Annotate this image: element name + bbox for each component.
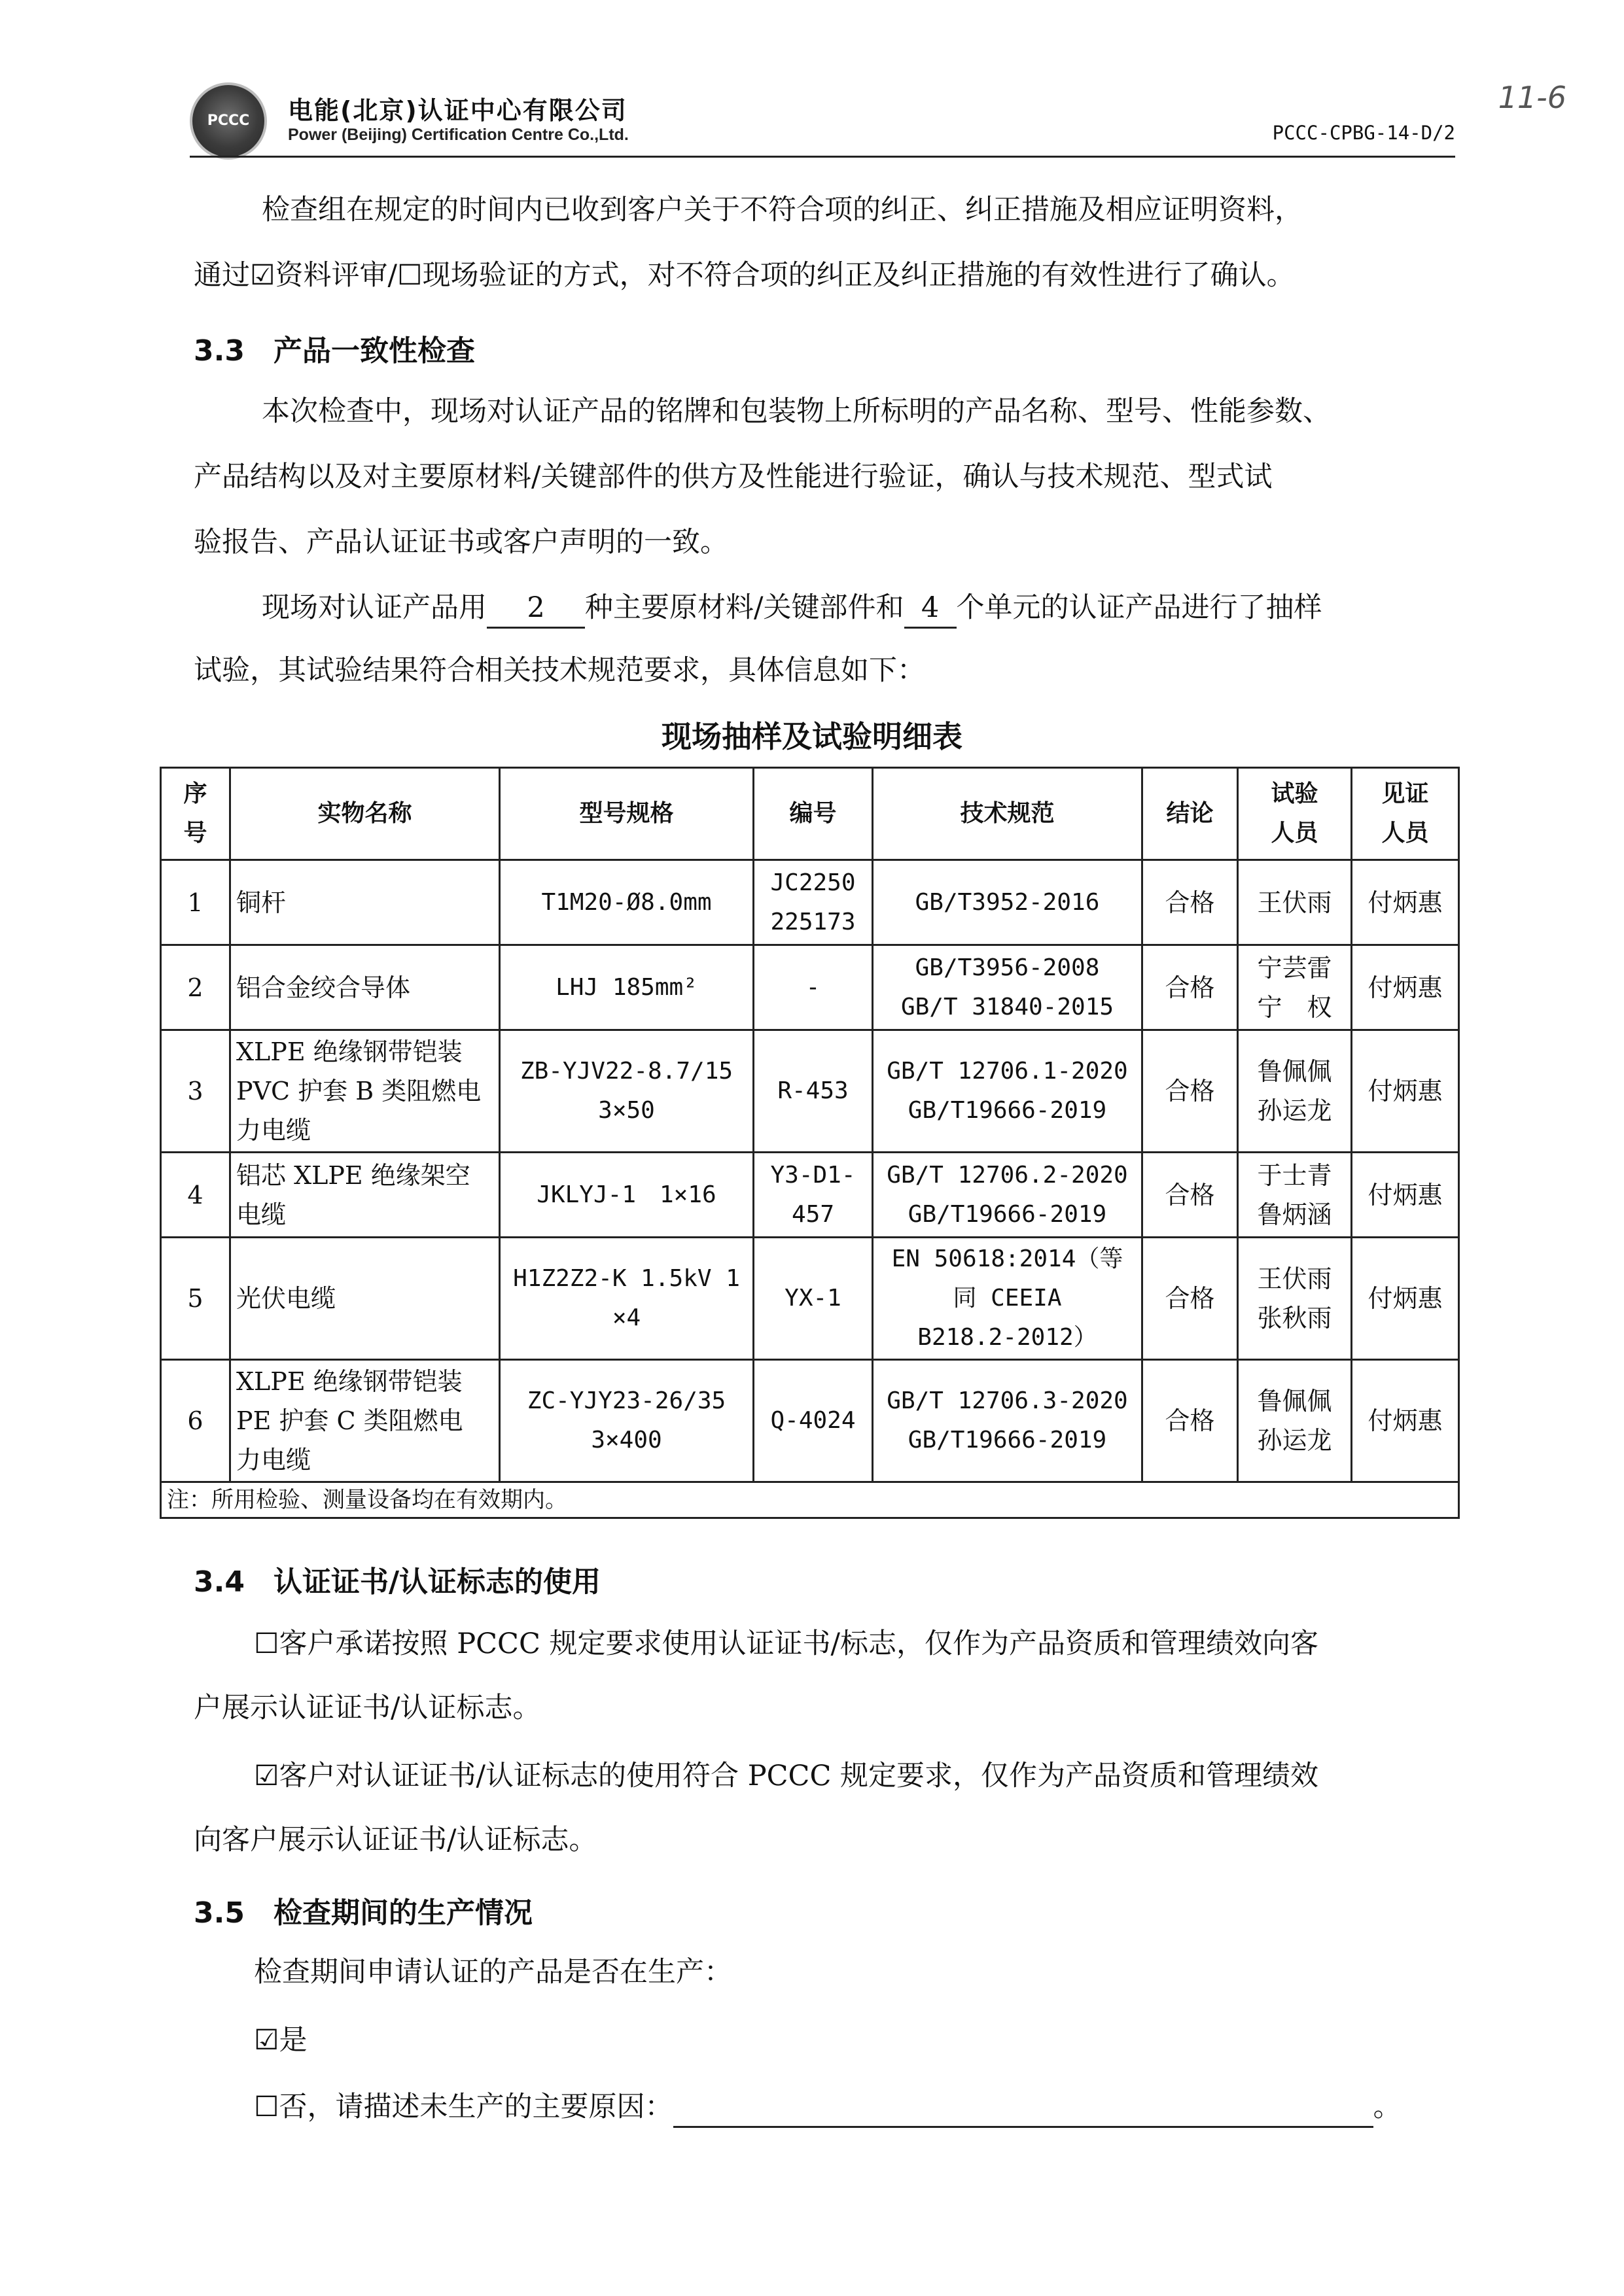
- company-name-en: Power (Beijing) Certification Centre Co.,Ltd.: [288, 126, 629, 144]
- cell-text: 457: [791, 1200, 835, 1228]
- company-name-cn: 电能(北京)认证中心有限公司: [288, 96, 627, 125]
- cell-code: [754, 1153, 873, 1238]
- cell-text: 铝合金绞合导体: [236, 973, 411, 1002]
- s33-paragraph-line-1: 本次检查中，现场对认证产品的铭牌和包装物上所标明的产品名称、型号、性能参数、: [262, 395, 1331, 428]
- cell-text: 铝芯 XLPE 绝缘架空: [236, 1160, 470, 1190]
- cell-text: 鲁佩佩: [1257, 1057, 1332, 1086]
- cell-witness: 付炳惠: [1352, 1360, 1459, 1482]
- cell-spec: [873, 945, 1142, 1030]
- reason-blank-line: [673, 2088, 1373, 2128]
- header-text: 结论: [1166, 800, 1214, 827]
- s35-option-yes: ☑是: [254, 2024, 308, 2057]
- s35-option-no: [254, 2088, 1402, 2128]
- header-divider: [190, 156, 1455, 158]
- cell-name: [230, 945, 500, 1030]
- s34-option-2-line-1: ☑客户对认证证书/认证标志的使用符合 PCCC 规定要求，仅作为产品资质和管理绩效: [254, 1760, 1319, 1792]
- table-title: 现场抽样及试验明细表: [662, 719, 962, 754]
- cell-text: 孙运龙: [1257, 1426, 1332, 1455]
- cell-result: 合格: [1142, 1238, 1238, 1360]
- cell-no: 2: [161, 945, 230, 1030]
- units-count: 4: [904, 589, 957, 629]
- cell-result: 合格: [1142, 860, 1238, 945]
- cell-text: GB/T3956-2008: [915, 954, 1100, 981]
- cell-text: 王伏雨: [1257, 1264, 1332, 1293]
- cell-text: GB/T19666-2019: [908, 1427, 1107, 1453]
- sampling-text-a: 现场对认证产品用: [262, 591, 487, 624]
- table-row: [161, 1238, 1459, 1360]
- document-code: PCCC-CPBG-14-D/2: [1272, 122, 1455, 144]
- header-text: 序: [183, 780, 207, 807]
- cell-text: B218.2-2012）: [917, 1324, 1097, 1351]
- header-text: 技术规范: [960, 800, 1055, 827]
- cell-text: GB/T 12706.1-2020: [887, 1058, 1128, 1085]
- table-header-cell: [161, 768, 230, 860]
- cell-witness: 付炳惠: [1352, 1153, 1459, 1238]
- cell-code: [754, 1238, 873, 1360]
- cell-text: 电缆: [236, 1200, 287, 1229]
- cell-spec: [873, 860, 1142, 945]
- header-text: 人员: [1381, 820, 1429, 846]
- cell-text: PE 护套 C 类阻燃电: [236, 1406, 463, 1435]
- s34-option-1-line-1: ☐客户承诺按照 PCCC 规定要求使用认证证书/标志，仅作为产品资质和管理绩效向客: [254, 1627, 1319, 1660]
- cell-witness: 付炳惠: [1352, 945, 1459, 1030]
- company-logo: [190, 82, 267, 160]
- cell-text: XLPE 绝缘钢带铠装: [236, 1037, 463, 1066]
- cell-text: EN 50618:2014（等: [891, 1245, 1123, 1272]
- cell-no: 6: [161, 1360, 230, 1482]
- cell-spec: [873, 1153, 1142, 1238]
- s35-question: 检查期间申请认证的产品是否在生产：: [254, 1956, 732, 1989]
- cell-text: JKLYJ-1 1×16: [537, 1181, 716, 1208]
- s33-paragraph-line-2: 产品结构以及对主要原材料/关键部件的供方及性能进行验证，确认与技术规范、型式试: [194, 461, 1273, 493]
- sampling-test-table: [160, 767, 1460, 1519]
- cell-result: 合格: [1142, 1030, 1238, 1153]
- cell-witness: 付炳惠: [1352, 860, 1459, 945]
- cell-tester: [1238, 945, 1352, 1030]
- cell-text: GB/T3952-2016: [915, 888, 1100, 916]
- cell-text: 225173: [770, 908, 856, 935]
- header-text: 试验: [1271, 780, 1318, 807]
- table-header-cell: [500, 768, 754, 860]
- cell-no: 3: [161, 1030, 230, 1153]
- cell-model: [500, 1030, 754, 1153]
- s35-end-mark: 。: [1373, 2091, 1402, 2123]
- section-3-3-heading: 3.3 产品一致性检查: [194, 334, 475, 368]
- cell-model: [500, 860, 754, 945]
- header-text: 号: [183, 820, 207, 846]
- cell-text: PVC 护套 B 类阻燃电: [236, 1077, 482, 1105]
- cell-model: [500, 1153, 754, 1238]
- cell-text: 王伏雨: [1257, 888, 1332, 917]
- cell-text: 同 CEEIA: [953, 1285, 1062, 1312]
- cell-no: 1: [161, 860, 230, 945]
- cell-spec: [873, 1238, 1142, 1360]
- cell-text: 光伏电缆: [236, 1284, 336, 1313]
- sampling-text-c: 个单元的认证产品进行了抽样: [956, 591, 1322, 624]
- cell-witness: 付炳惠: [1352, 1238, 1459, 1360]
- header-text: 人员: [1271, 820, 1318, 846]
- cell-spec: [873, 1030, 1142, 1153]
- cell-name: [230, 860, 500, 945]
- intro-line-2: 通过☑资料评审/☐现场验证的方式，对不符合项的纠正及纠正措施的有效性进行了确认。: [194, 259, 1295, 292]
- handwritten-page-mark: 11-6: [1498, 80, 1566, 115]
- cell-text: Q-4024: [770, 1407, 856, 1434]
- table-header-cell: [873, 768, 1142, 860]
- logo-text: PCCC: [207, 113, 250, 129]
- cell-text: 力电缆: [236, 1446, 311, 1474]
- header-text: 见证: [1381, 780, 1429, 807]
- cell-text: YX-1: [785, 1285, 841, 1312]
- section-3-5-heading: 3.5 检查期间的生产情况: [194, 1896, 533, 1930]
- section-3-4-heading: 3.4 认证证书/认证标志的使用: [194, 1565, 601, 1599]
- cell-code: [754, 1360, 873, 1482]
- cell-text: GB/T 12706.3-2020: [887, 1387, 1128, 1414]
- cell-text: 铜杆: [236, 888, 287, 917]
- cell-text: 3×50: [598, 1097, 655, 1124]
- s33-sampling-line-1: [262, 589, 1322, 629]
- s33-sampling-line-2: 试验，其试验结果符合相关技术规范要求，具体信息如下：: [194, 654, 925, 687]
- cell-text: LHJ 185mm²: [556, 973, 697, 1001]
- table-header-cell: [1352, 768, 1459, 860]
- cell-text: 宁芸雷: [1257, 953, 1332, 983]
- cell-result: 合格: [1142, 1360, 1238, 1482]
- cell-text: H1Z2Z2-K 1.5kV 1: [513, 1265, 740, 1292]
- cell-name: [230, 1030, 500, 1153]
- cell-text: -: [805, 973, 821, 1001]
- cell-spec: [873, 1360, 1142, 1482]
- intro-line-1: 检查组在规定的时间内已收到客户关于不符合项的纠正、纠正措施及相应证明资料，: [262, 194, 1303, 226]
- table-header-row: [161, 768, 1459, 860]
- cell-no: 4: [161, 1153, 230, 1238]
- s34-option-2-line-2: 向客户展示认证证书/认证标志。: [194, 1824, 597, 1856]
- cell-tester: [1238, 860, 1352, 945]
- cell-code: [754, 1030, 873, 1153]
- cell-text: ZB-YJV22-8.7/15: [520, 1058, 733, 1085]
- cell-code: [754, 945, 873, 1030]
- header-text: 型号规格: [579, 800, 674, 827]
- s35-option-no-label: ☐否，请描述未生产的主要原因：: [254, 2091, 673, 2123]
- cell-text: GB/T19666-2019: [908, 1097, 1107, 1124]
- cell-text: 鲁炳涵: [1257, 1200, 1332, 1229]
- cell-model: [500, 1238, 754, 1360]
- cell-name: [230, 1238, 500, 1360]
- cell-text: 3×400: [591, 1427, 662, 1453]
- table-note-row: [161, 1482, 1459, 1518]
- table-header-cell: [754, 768, 873, 860]
- cell-no: 5: [161, 1238, 230, 1360]
- table-row: [161, 1030, 1459, 1153]
- table-row: [161, 860, 1459, 945]
- cell-model: [500, 945, 754, 1030]
- cell-tester: [1238, 1360, 1352, 1482]
- cell-result: 合格: [1142, 1153, 1238, 1238]
- cell-code: [754, 860, 873, 945]
- cell-text: XLPE 绝缘钢带铠装: [236, 1367, 463, 1396]
- s33-paragraph-line-3: 验报告、产品认证证书或客户声明的一致。: [194, 526, 728, 559]
- cell-text: GB/T 31840-2015: [900, 993, 1114, 1020]
- cell-witness: 付炳惠: [1352, 1030, 1459, 1153]
- table-header-cell: [230, 768, 500, 860]
- cell-text: GB/T 12706.2-2020: [887, 1161, 1128, 1189]
- cell-text: R-453: [777, 1077, 849, 1104]
- table-header-cell: [1238, 768, 1352, 860]
- materials-count: 2: [487, 589, 585, 629]
- cell-tester: [1238, 1030, 1352, 1153]
- cell-text: Y3-D1-: [770, 1161, 856, 1189]
- cell-model: [500, 1360, 754, 1482]
- cell-text: ×4: [612, 1304, 641, 1331]
- cell-tester: [1238, 1153, 1352, 1238]
- cell-text: ZC-YJY23-26/35: [527, 1387, 726, 1414]
- header-text: 编号: [789, 800, 837, 827]
- s34-option-1-line-2: 户展示认证证书/认证标志。: [194, 1692, 541, 1724]
- cell-name: [230, 1360, 500, 1482]
- cell-text: GB/T19666-2019: [908, 1200, 1107, 1228]
- cell-text: 力电缆: [236, 1116, 311, 1145]
- cell-text: 张秋雨: [1257, 1304, 1332, 1332]
- table-note: 注：所用检验、测量设备均在有效期内。: [161, 1482, 1459, 1518]
- cell-text: JC2250: [770, 869, 856, 896]
- header-text: 实物名称: [317, 800, 412, 827]
- cell-result: 合格: [1142, 945, 1238, 1030]
- cell-text: 于士青: [1257, 1160, 1332, 1190]
- table-row: [161, 1153, 1459, 1238]
- table-header-cell: [1142, 768, 1238, 860]
- cell-text: 孙运龙: [1257, 1096, 1332, 1125]
- sampling-text-b: 种主要原材料/关键部件和: [585, 591, 904, 624]
- cell-text: 宁 权: [1257, 992, 1332, 1022]
- cell-name: [230, 1153, 500, 1238]
- table-row: [161, 945, 1459, 1030]
- cell-text: 鲁佩佩: [1257, 1387, 1332, 1416]
- cell-text: T1M20-Ø8.0mm: [541, 888, 712, 916]
- cell-tester: [1238, 1238, 1352, 1360]
- table-row: [161, 1360, 1459, 1482]
